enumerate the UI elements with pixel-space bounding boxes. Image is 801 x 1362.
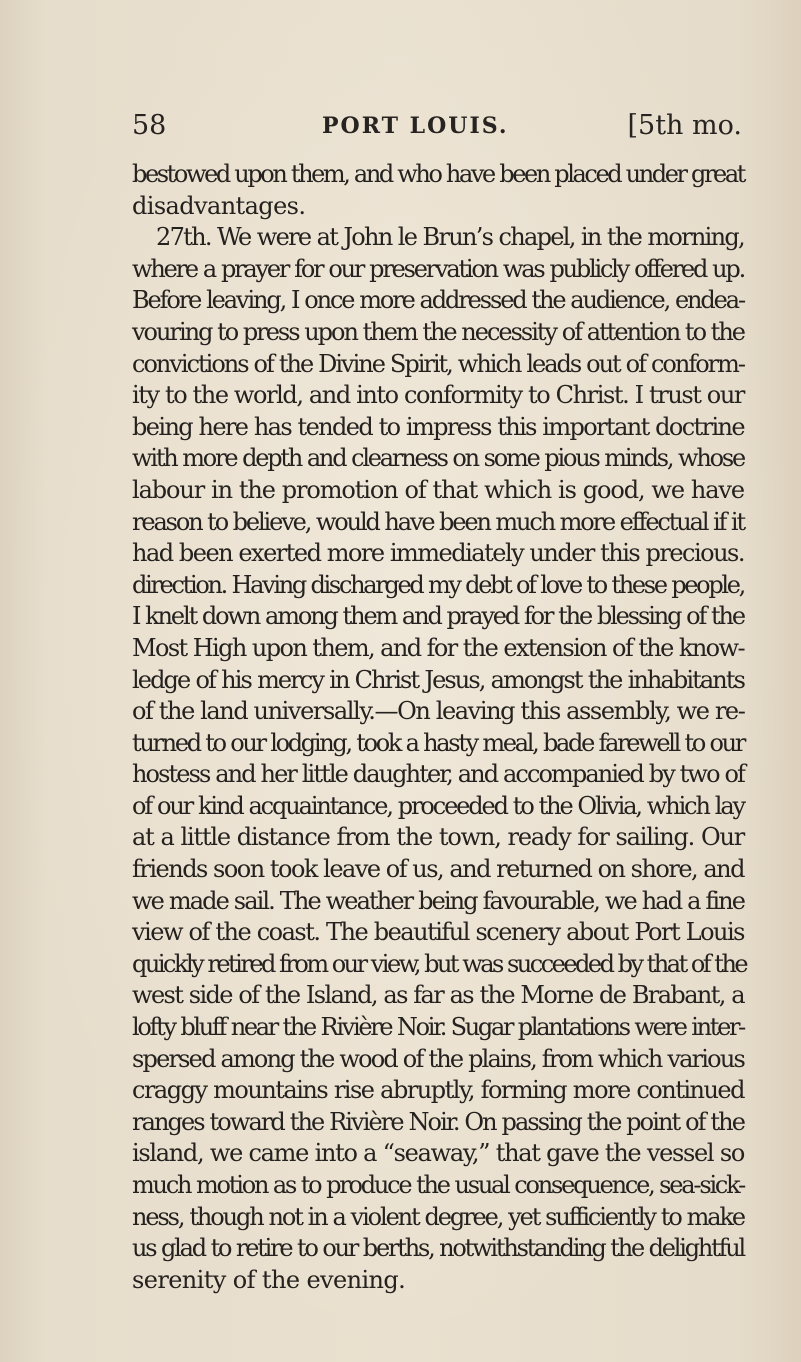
text-line: where a prayer for our preservation was publicly offered up. bbox=[132, 254, 744, 283]
text-line: spersed among the wood of the plains, from which various bbox=[132, 1044, 744, 1073]
text-line: Before leaving, I once more addressed the audience, endea- bbox=[132, 286, 744, 315]
text-line: of our kind acquaintance, proceeded to the Olivia, which lay bbox=[132, 791, 744, 820]
text-line: island, we came into a “seaway,” that gave the vessel so bbox=[132, 1139, 744, 1168]
body-text bbox=[132, 159, 747, 1296]
text-line: craggy mountains rise abruptly, forming more continued bbox=[132, 1076, 744, 1105]
section-mark: [5th mo. bbox=[627, 110, 742, 141]
text-line: west side of the Island, as far as the Morne de Brabant, a bbox=[132, 981, 744, 1010]
text-line: with more depth and clearness on some pious minds, whose bbox=[132, 444, 744, 473]
text-line: labour in the promotion of that which is good, we have bbox=[132, 475, 744, 504]
text-line: turned to our lodging, took a hasty meal, bade farewell to our bbox=[132, 728, 744, 757]
text-line: we made sail. The weather being favourable, we had a fine bbox=[132, 886, 744, 915]
text-line: view of the coast. The beautiful scenery about Port Louis bbox=[132, 918, 744, 947]
text-line: disadvantages. bbox=[132, 191, 306, 220]
text-line: ity to the world, and into conformity to Christ. I trust our bbox=[132, 381, 744, 410]
text-line: reason to believe, would have been much more effectual if it bbox=[132, 507, 744, 536]
text-line: ranges toward the Rivière Noir. On passing the point of the bbox=[132, 1107, 744, 1136]
text-line: us glad to retire to our berths, notwithstanding the delightful bbox=[132, 1234, 744, 1263]
text-line: direction. Having discharged my debt of love to these people, bbox=[132, 570, 744, 599]
text-line: friends soon took leave of us, and returned on shore, and bbox=[132, 855, 744, 884]
text-line: bestowed upon them, and who have been placed under great bbox=[132, 160, 744, 188]
text-line: had been exerted more immediately under this precious. bbox=[132, 539, 744, 568]
text-line: at a little distance from the town, ready for sailing. Our bbox=[132, 823, 744, 852]
text-line: Most High upon them, and for the extension of the know- bbox=[132, 633, 744, 662]
text-line: I knelt down among them and prayed for the blessing of the bbox=[132, 602, 744, 631]
text-line: hostess and her little daughter, and accompanied by two of bbox=[132, 760, 744, 789]
page-number: 58 bbox=[132, 110, 167, 141]
text-line: being here has tended to impress this important doctrine bbox=[132, 412, 744, 441]
text-line: lofty bluff near the Rivière Noir. Sugar plantations were inter- bbox=[132, 1013, 744, 1042]
page-header bbox=[132, 110, 742, 146]
text-line: convictions of the Divine Spirit, which leads out of conform- bbox=[132, 349, 744, 378]
text-line: ness, though not in a violent degree, yet sufficiently to make bbox=[132, 1202, 744, 1231]
text-line: serenity of the evening. bbox=[132, 1265, 406, 1294]
text-line: much motion as to produce the usual consequence, sea-sick- bbox=[132, 1171, 744, 1199]
text-line: ledge of his mercy in Christ Jesus, amongst the inhabitants bbox=[132, 665, 744, 694]
text-line: vouring to press upon them the necessity of attention to the bbox=[132, 317, 744, 346]
text-line: of the land universally.—On leaving this assembly, we re- bbox=[132, 697, 745, 726]
text-line: 27th. We were at John le Brun’s chapel, in the morning, bbox=[156, 223, 744, 252]
text-line: quickly retired from our view, but was succeeded by that of the bbox=[132, 949, 747, 978]
running-title: PORT LOUIS. bbox=[322, 113, 509, 139]
